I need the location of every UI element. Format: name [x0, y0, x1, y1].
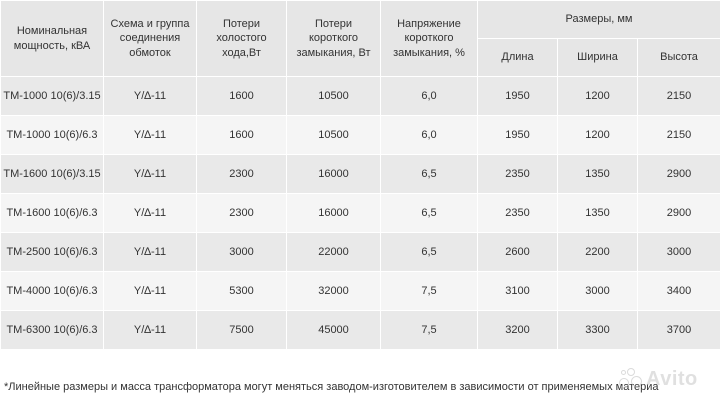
cell-width: 3300: [558, 311, 638, 350]
cell-height: 2150: [638, 116, 720, 155]
cell-width: 1350: [558, 194, 638, 233]
cell-short-circuit-loss: 10500: [287, 77, 381, 116]
cell-scheme: Y/∆-11: [104, 116, 197, 155]
cell-scheme: Y/∆-11: [104, 272, 197, 311]
table-row: [1, 116, 720, 155]
cell-no-load-loss: 1600: [197, 116, 287, 155]
cell-length: 2350: [478, 194, 558, 233]
header-short-circuit-loss: Потери короткого замыкания, Вт: [287, 1, 381, 77]
cell-width: 2200: [558, 233, 638, 272]
cell-width: 1200: [558, 116, 638, 155]
header-scheme: Схема и группа соединения обмоток: [104, 1, 197, 77]
cell-model: ТМ-1000 10(6)/3.15: [1, 77, 104, 116]
cell-length: 3200: [478, 311, 558, 350]
cell-short-circuit-voltage: 7,5: [381, 272, 478, 311]
cell-model: ТМ-1000 10(6)/6.3: [1, 116, 104, 155]
cell-height: 3700: [638, 311, 720, 350]
cell-model: ТМ-2500 10(6)/6.3: [1, 233, 104, 272]
cell-model: ТМ-6300 10(6)/6.3: [1, 311, 104, 350]
cell-short-circuit-loss: 10500: [287, 116, 381, 155]
cell-model: ТМ-4000 10(6)/6.3: [1, 272, 104, 311]
cell-height: 2150: [638, 77, 720, 116]
header-length: Длина: [478, 39, 558, 77]
table-row: [1, 194, 720, 233]
cell-height: 3400: [638, 272, 720, 311]
cell-no-load-loss: 2300: [197, 155, 287, 194]
cell-length: 2600: [478, 233, 558, 272]
cell-short-circuit-loss: 16000: [287, 155, 381, 194]
cell-length: 3100: [478, 272, 558, 311]
cell-model: ТМ-1600 10(6)/6.3: [1, 194, 104, 233]
cell-height: 2900: [638, 155, 720, 194]
cell-no-load-loss: 5300: [197, 272, 287, 311]
cell-short-circuit-voltage: 6,5: [381, 233, 478, 272]
header-height: Высота: [638, 39, 720, 77]
cell-model: ТМ-1600 10(6)/3.15: [1, 155, 104, 194]
header-no-load-loss: Потери холостого хода,Вт: [197, 1, 287, 77]
header-power: Номинальная мощность, кВА: [1, 1, 104, 77]
table-header: [1, 1, 720, 77]
cell-short-circuit-loss: 45000: [287, 311, 381, 350]
avito-brand-text: Avito: [646, 367, 698, 390]
cell-no-load-loss: 2300: [197, 194, 287, 233]
table-row: [1, 311, 720, 350]
cell-scheme: Y/∆-11: [104, 233, 197, 272]
cell-width: 3000: [558, 272, 638, 311]
table-body: [1, 77, 720, 350]
cell-short-circuit-loss: 32000: [287, 272, 381, 311]
cell-scheme: Y/∆-11: [104, 194, 197, 233]
cell-length: 2350: [478, 155, 558, 194]
cell-height: 3000: [638, 233, 720, 272]
footnote: *Линейные размеры и масса трансформатора могут меняться заводом-изготовителем в зависимости от применяемых материа: [4, 381, 659, 393]
cell-width: 1200: [558, 77, 638, 116]
cell-scheme: Y/∆-11: [104, 155, 197, 194]
cell-short-circuit-voltage: 6,0: [381, 116, 478, 155]
cell-short-circuit-voltage: 6,5: [381, 155, 478, 194]
header-width: Ширина: [558, 39, 638, 77]
cell-length: 1950: [478, 77, 558, 116]
table-row: [1, 155, 720, 194]
table-row: [1, 233, 720, 272]
cell-short-circuit-voltage: 6,0: [381, 77, 478, 116]
cell-length: 1950: [478, 116, 558, 155]
cell-short-circuit-loss: 16000: [287, 194, 381, 233]
cell-scheme: Y/∆-11: [104, 311, 197, 350]
cell-no-load-loss: 1600: [197, 77, 287, 116]
header-short-circuit-voltage: Напряжение короткого замыкания, %: [381, 1, 478, 77]
avito-logo-icon: [617, 366, 643, 392]
cell-scheme: Y/∆-11: [104, 77, 197, 116]
cell-short-circuit-voltage: 6,5: [381, 194, 478, 233]
header-dimensions: Размеры, мм: [478, 1, 720, 39]
cell-height: 2900: [638, 194, 720, 233]
cell-no-load-loss: 7500: [197, 311, 287, 350]
table-row: [1, 77, 720, 116]
cell-width: 1350: [558, 155, 638, 194]
table-row: [1, 272, 720, 311]
cell-short-circuit-voltage: 7,5: [381, 311, 478, 350]
avito-watermark: [617, 366, 698, 392]
cell-no-load-loss: 3000: [197, 233, 287, 272]
cell-short-circuit-loss: 22000: [287, 233, 381, 272]
